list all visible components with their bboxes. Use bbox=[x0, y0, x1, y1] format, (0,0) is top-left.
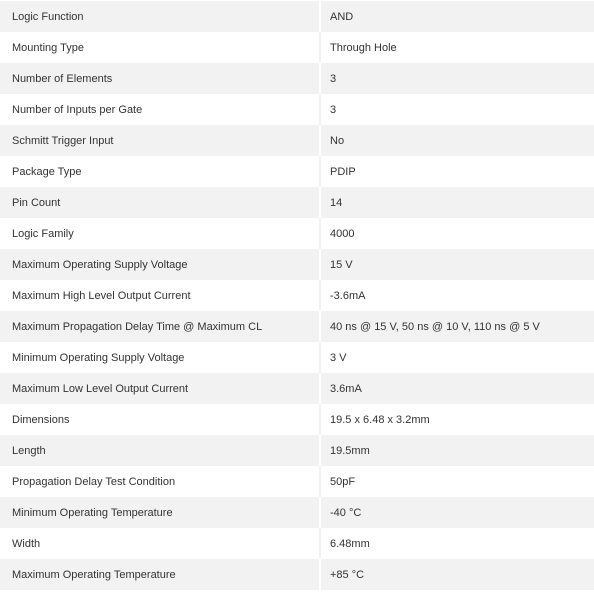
spec-value: AND bbox=[320, 1, 594, 32]
spec-row-length bbox=[0, 435, 594, 466]
spec-value: 14 bbox=[320, 187, 594, 218]
spec-label: Maximum Operating Supply Voltage bbox=[0, 249, 320, 280]
spec-row-delay-test-condition bbox=[0, 466, 594, 497]
spec-value: 3 V bbox=[320, 342, 594, 373]
spec-value: 19.5mm bbox=[320, 435, 594, 466]
spec-value: -3.6mA bbox=[320, 280, 594, 311]
spec-row-mounting-type bbox=[0, 32, 594, 63]
spec-label: Pin Count bbox=[0, 187, 320, 218]
spec-label: Minimum Operating Temperature bbox=[0, 497, 320, 528]
spec-row-max-supply-voltage bbox=[0, 249, 594, 280]
spec-value: 40 ns @ 15 V, 50 ns @ 10 V, 110 ns @ 5 V bbox=[320, 311, 594, 342]
spec-value: 3.6mA bbox=[320, 373, 594, 404]
spec-label: Number of Elements bbox=[0, 63, 320, 94]
spec-row-max-high-output-current bbox=[0, 280, 594, 311]
spec-value: -40 °C bbox=[320, 497, 594, 528]
spec-label: Maximum Low Level Output Current bbox=[0, 373, 320, 404]
spec-label: Dimensions bbox=[0, 404, 320, 435]
spec-label: Package Type bbox=[0, 156, 320, 187]
spec-value: +85 °C bbox=[320, 559, 594, 590]
spec-label: Width bbox=[0, 528, 320, 559]
spec-row-schmitt-trigger bbox=[0, 125, 594, 156]
spec-row-number-of-elements bbox=[0, 63, 594, 94]
spec-label: Number of Inputs per Gate bbox=[0, 94, 320, 125]
spec-label: Minimum Operating Supply Voltage bbox=[0, 342, 320, 373]
spec-label: Logic Function bbox=[0, 1, 320, 32]
spec-label: Maximum High Level Output Current bbox=[0, 280, 320, 311]
spec-row-max-low-output-current bbox=[0, 373, 594, 404]
spec-label: Maximum Propagation Delay Time @ Maximum CL bbox=[0, 311, 320, 342]
spec-row-max-operating-temperature bbox=[0, 559, 594, 590]
spec-value: 19.5 x 6.48 x 3.2mm bbox=[320, 404, 594, 435]
spec-label: Schmitt Trigger Input bbox=[0, 125, 320, 156]
spec-value: 6.48mm bbox=[320, 528, 594, 559]
spec-value: 50pF bbox=[320, 466, 594, 497]
spec-row-min-supply-voltage bbox=[0, 342, 594, 373]
spec-row-package-type bbox=[0, 156, 594, 187]
specifications-table bbox=[0, 1, 594, 590]
spec-label: Maximum Operating Temperature bbox=[0, 559, 320, 590]
spec-value: 4000 bbox=[320, 218, 594, 249]
spec-row-width bbox=[0, 528, 594, 559]
spec-label: Mounting Type bbox=[0, 32, 320, 63]
spec-label: Length bbox=[0, 435, 320, 466]
spec-row-pin-count bbox=[0, 187, 594, 218]
spec-value: 15 V bbox=[320, 249, 594, 280]
spec-row-max-propagation-delay bbox=[0, 311, 594, 342]
spec-row-dimensions bbox=[0, 404, 594, 435]
spec-label: Logic Family bbox=[0, 218, 320, 249]
spec-value: No bbox=[320, 125, 594, 156]
spec-value: PDIP bbox=[320, 156, 594, 187]
spec-row-min-operating-temperature bbox=[0, 497, 594, 528]
spec-row-logic-family bbox=[0, 218, 594, 249]
spec-row-logic-function bbox=[0, 1, 594, 32]
spec-value: 3 bbox=[320, 63, 594, 94]
spec-value: Through Hole bbox=[320, 32, 594, 63]
spec-label: Propagation Delay Test Condition bbox=[0, 466, 320, 497]
spec-row-inputs-per-gate bbox=[0, 94, 594, 125]
specifications-table-body bbox=[0, 1, 594, 590]
spec-value: 3 bbox=[320, 94, 594, 125]
